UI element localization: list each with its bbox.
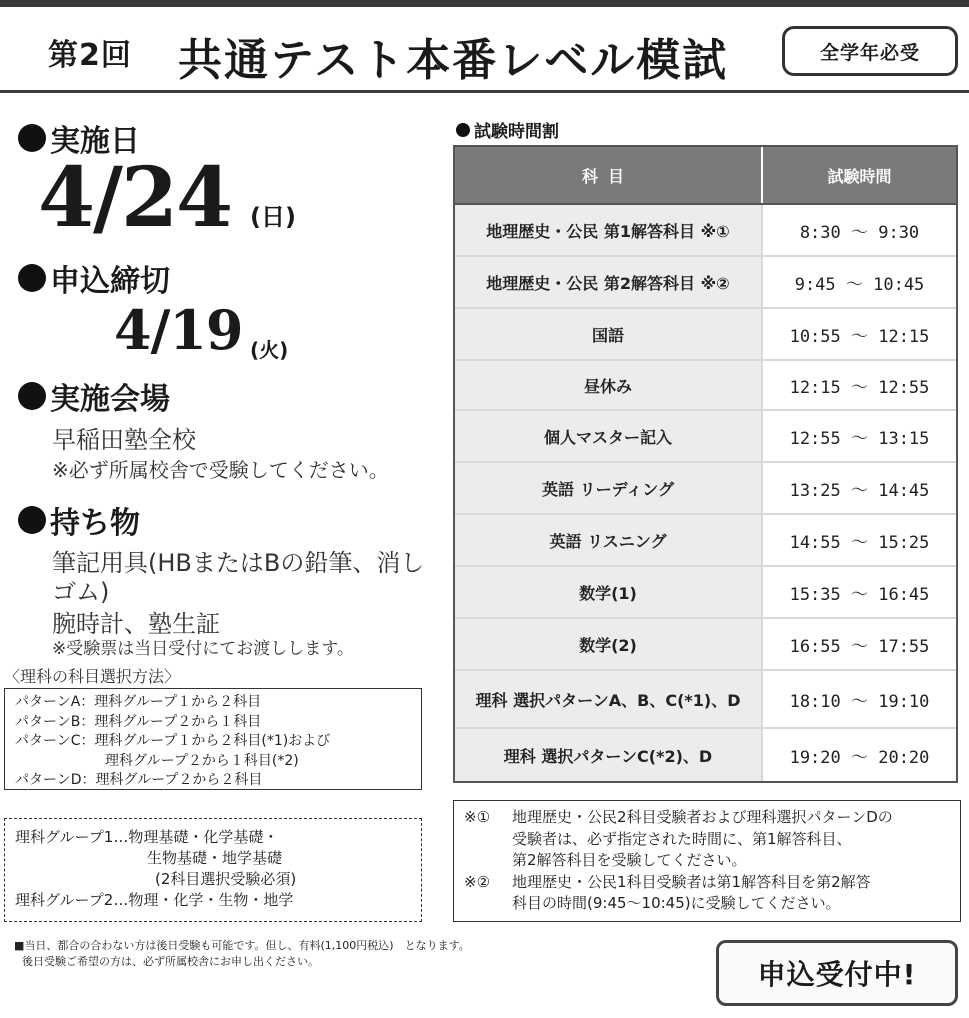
table-row (455, 411, 956, 463)
row-subject: 個人マスター記入 (455, 411, 763, 461)
belongings-heading (18, 498, 140, 542)
exam-date-weekday: (日) (250, 203, 296, 231)
bullet-icon (18, 506, 46, 534)
science-group-box (4, 818, 422, 922)
exam-date: 4/24 (38, 150, 232, 246)
table-row (455, 729, 956, 781)
timetable-header (455, 147, 956, 205)
deadline-date: 4/19 (114, 298, 243, 362)
row-time: 19:20 ～ 20:20 (789, 747, 930, 768)
row-subject: 地理歴史・公民 第2解答科目 ※② (455, 257, 763, 307)
row-subject: 理科 選択パターンA、B、C(*1)、D (455, 671, 763, 727)
venue-heading (18, 374, 170, 418)
row-time: 12:55 ～ 13:15 (789, 428, 930, 449)
remark-text: 受験者は、必ず指定された時間に、第1解答科目、 (512, 829, 852, 848)
row-subject: 数学(2) (455, 619, 763, 669)
row-time: 13:25 ～ 14:45 (789, 480, 930, 501)
footer-note-line-2: 後日受験ご希望の方は、必ず所属校舎にお申し出ください。 (22, 955, 319, 968)
target-badge: 全学年必受 (782, 26, 958, 76)
table-row (455, 361, 956, 411)
remark-2 (464, 872, 950, 894)
belongings-note: ※受験票は当日受付にてお渡しします。 (52, 639, 354, 659)
row-time: 16:55 ～ 17:55 (789, 636, 930, 657)
group-line: 理科グループ2…物理・化学・生物・地学 (15, 891, 294, 909)
venue-heading-label: 実施会場 (50, 382, 170, 417)
timetable-heading (456, 117, 559, 142)
row-time: 18:10 ～ 19:10 (789, 691, 930, 712)
row-subject: 昼休み (455, 361, 763, 409)
remark-text: 科目の時間(9:45～10:45)に受験してください。 (512, 894, 841, 912)
belongings-line-1: 筆記用具(HBまたはBの鉛筆、消し (52, 549, 425, 577)
belongings-line-2: ゴム) (52, 578, 110, 606)
science-pattern-box (4, 688, 422, 790)
group-line: (2科目選択受験必須) (155, 870, 297, 888)
apply-now-button[interactable]: 申込受付中! (716, 940, 958, 1006)
table-row (455, 205, 956, 257)
col-time: 試験時間 (827, 166, 892, 186)
remark-text: 地理歴史・公民1科目受験者は第1解答科目を第2解答 (512, 872, 871, 891)
belongings-line-3: 腕時計、塾生証 (52, 610, 220, 638)
timetable (453, 145, 958, 783)
exam-round: 第2回 (48, 38, 132, 73)
row-time: 8:30 ～ 9:30 (799, 222, 920, 243)
row-time: 14:55 ～ 15:25 (789, 532, 930, 553)
pattern-line: 理科グループ２から１科目(*2) (105, 752, 299, 769)
pattern-line: パターンA：理科グループ１から２科目 (15, 694, 262, 710)
row-subject: 国語 (455, 309, 763, 359)
timetable-heading-label: 試験時間割 (474, 122, 559, 142)
row-time: 9:45 ～ 10:45 (794, 274, 925, 295)
row-subject: 地理歴史・公民 第1解答科目 ※① (455, 205, 763, 255)
venue-note: ※必ず所属校舎で受験してください。 (52, 458, 389, 482)
pattern-line: パターンB：理科グループ２から１科目 (15, 713, 262, 730)
footer-note (14, 938, 470, 970)
footer-note-line-1: ■当日、都合の合わない方は後日受験も可能です。但し、有料(1,100円税込) となります。 (14, 939, 470, 952)
table-row (455, 671, 956, 729)
pattern-line: パターンC：理科グループ１から２科目(*1)および (15, 733, 331, 749)
table-row (455, 309, 956, 361)
venue-name: 早稲田塾全校 (52, 426, 196, 454)
remarks-box (453, 800, 961, 922)
page-title: 共通テスト本番レベル模試 (178, 35, 729, 86)
belongings-heading-label: 持ち物 (50, 506, 140, 541)
row-time: 12:15 ～ 12:55 (789, 377, 930, 398)
group-line: 理科グループ1…物理基礎・化学基礎・ (15, 828, 279, 846)
table-row (455, 257, 956, 309)
exam-date-heading-label: 実施日 (50, 124, 140, 159)
bullet-icon (18, 382, 46, 410)
remark-text: 地理歴史・公民2科目受験者および理科選択パターンDの (512, 808, 893, 826)
row-subject: 英語 リスニング (455, 515, 763, 565)
group-line: 生物基礎・地学基礎 (147, 849, 283, 867)
row-time: 10:55 ～ 12:15 (789, 326, 930, 347)
row-subject: 理科 選択パターンC(*2)、D (455, 729, 763, 781)
remark-mark: ※① (464, 808, 491, 826)
col-subject: 科目 (455, 147, 763, 203)
science-heading: 〈理科の科目選択方法〉 (4, 667, 181, 686)
table-row (455, 463, 956, 515)
row-time: 15:35 ～ 16:45 (789, 584, 930, 605)
remark-text: 第2解答科目を受験してください。 (512, 851, 747, 869)
table-row (455, 515, 956, 567)
deadline-heading (18, 256, 170, 300)
row-subject: 英語 リーディング (455, 463, 763, 513)
deadline-weekday: (火) (250, 338, 289, 362)
remark-1 (464, 807, 950, 829)
row-subject: 数学(1) (455, 567, 763, 617)
bullet-icon (18, 124, 46, 152)
table-row (455, 619, 956, 671)
deadline-heading-label: 申込締切 (50, 264, 170, 299)
bullet-icon (456, 123, 470, 137)
pattern-line: パターンD：理科グループ２から２科目 (15, 772, 263, 788)
remark-mark: ※② (464, 872, 491, 891)
table-row (455, 567, 956, 619)
bullet-icon (18, 264, 46, 292)
header-rule (0, 90, 969, 93)
top-rule (0, 0, 969, 7)
